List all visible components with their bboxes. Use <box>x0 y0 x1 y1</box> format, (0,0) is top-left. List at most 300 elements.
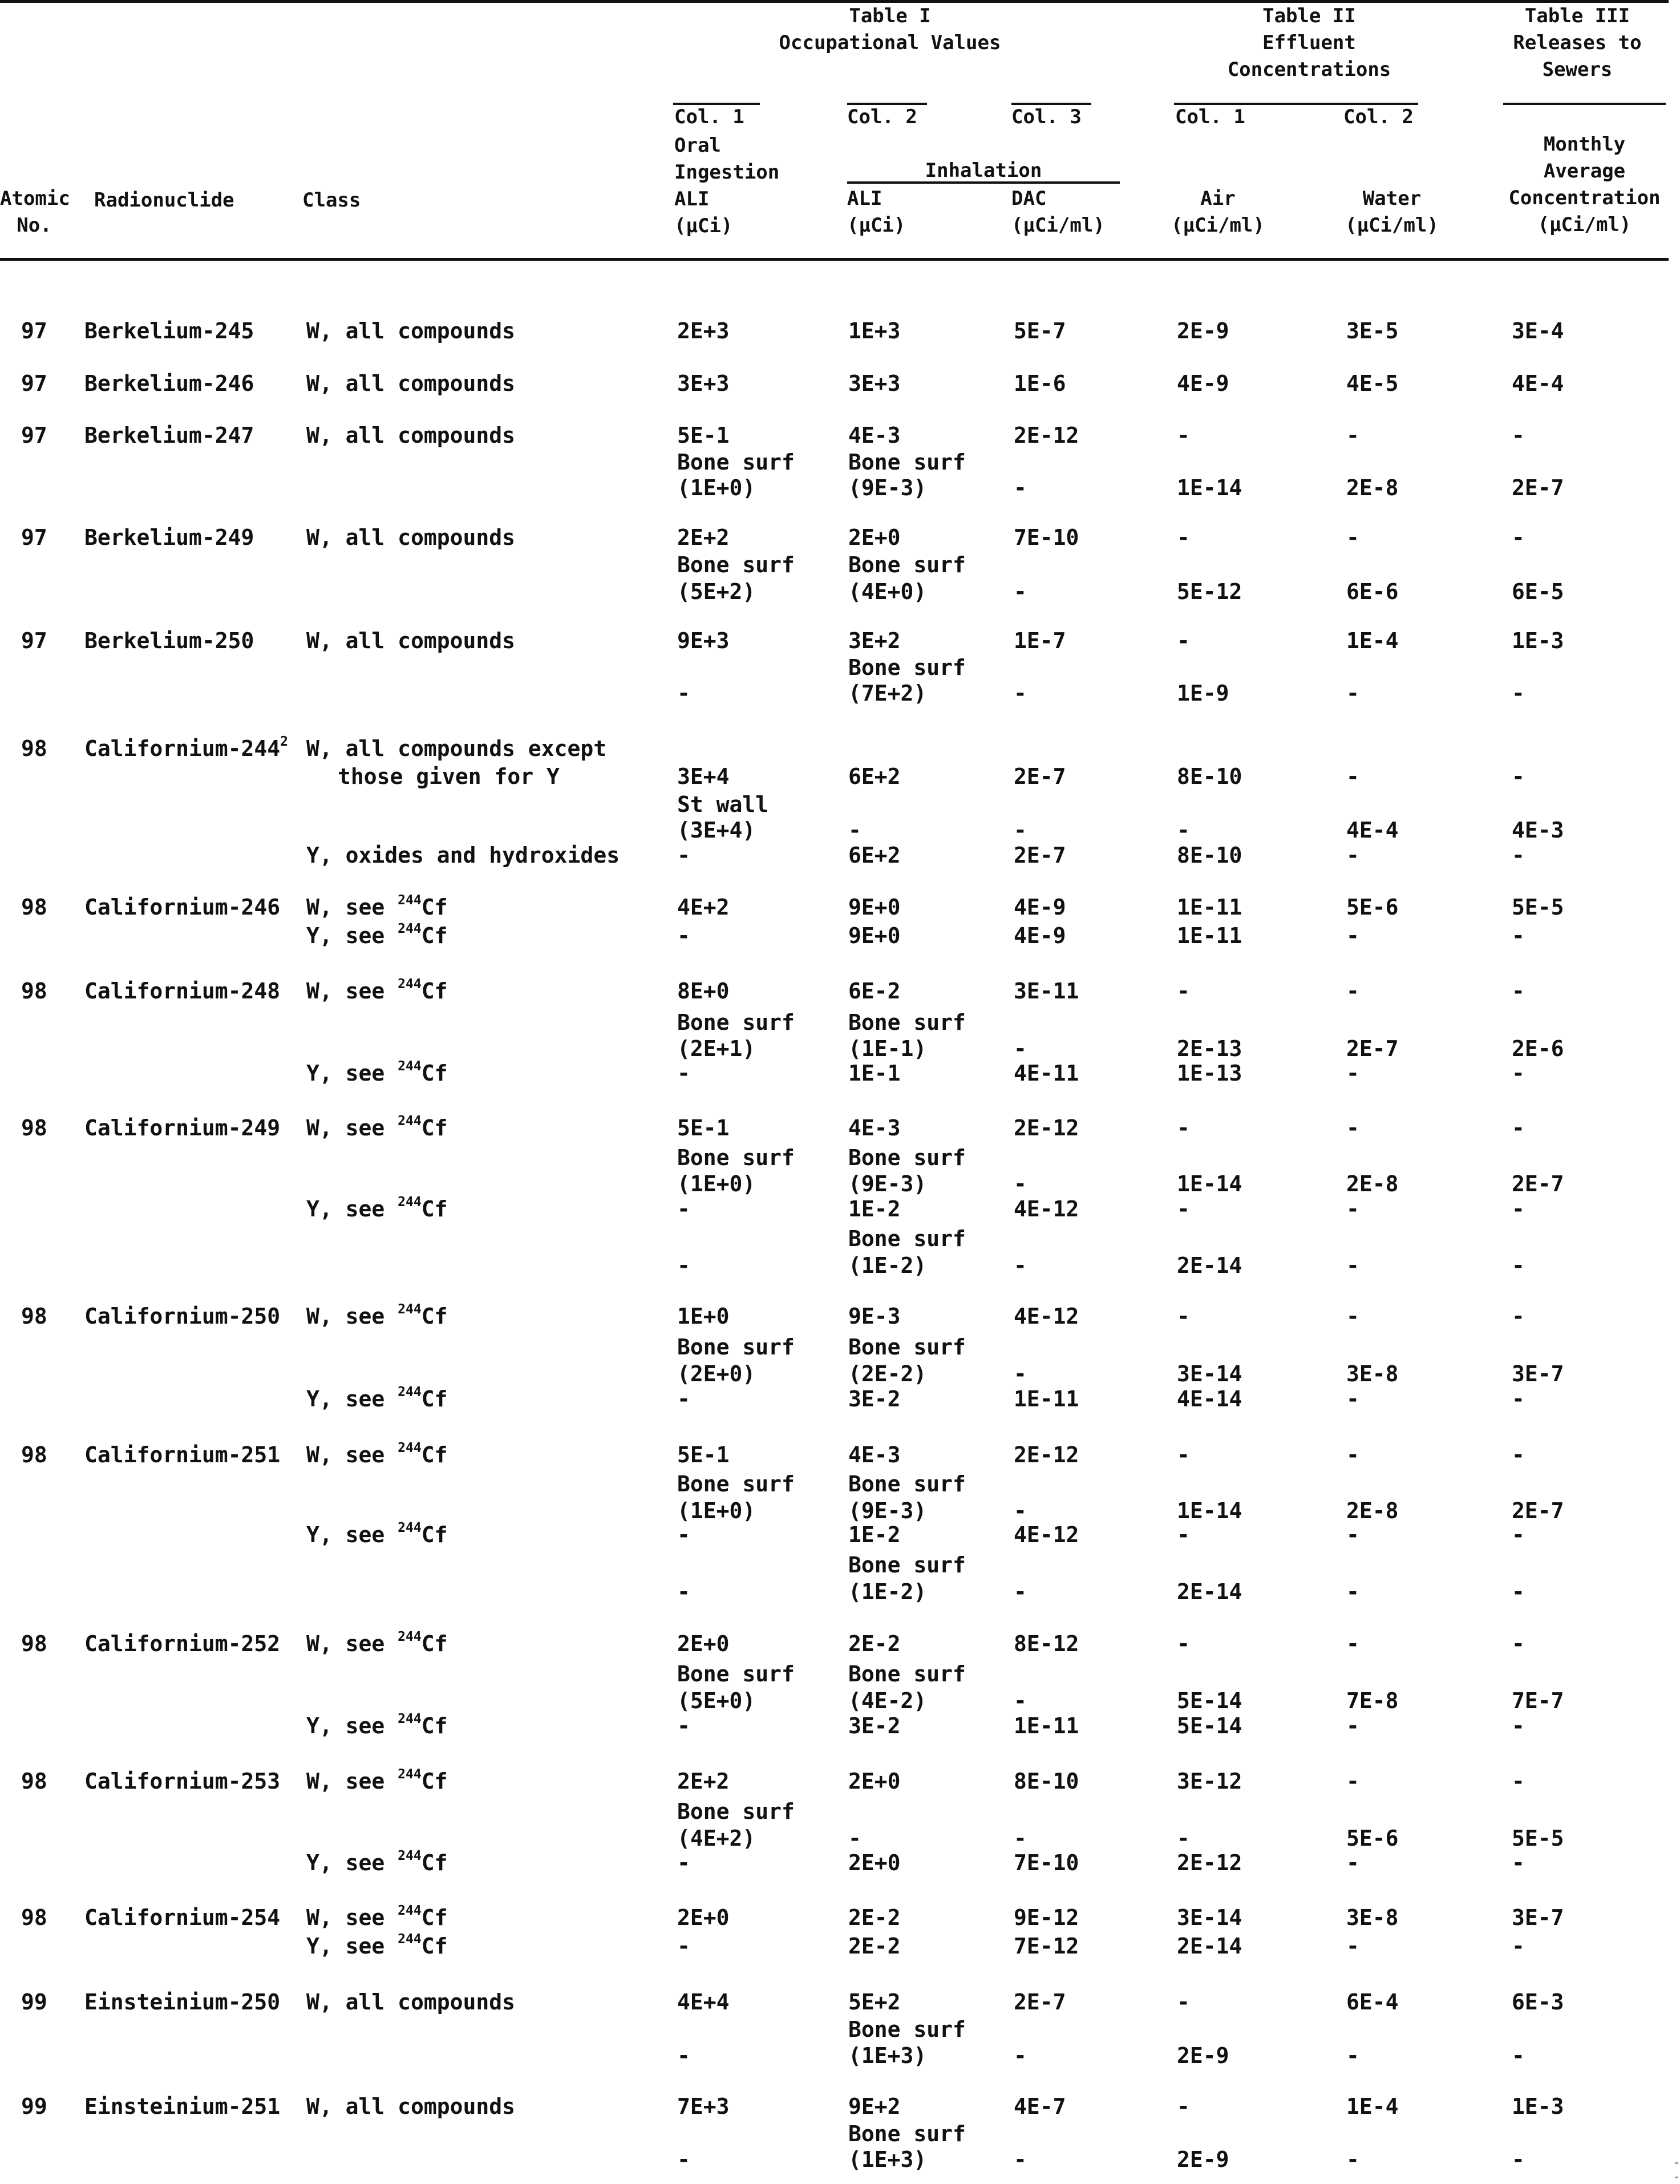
radionuclide-name: Californium-244 <box>84 736 281 761</box>
scan-mark <box>1675 2162 1678 2164</box>
class-cell: W, all compounds <box>306 318 516 343</box>
sewer-concentration-cell: - <box>1512 525 1525 550</box>
table-row <box>0 1252 1680 1279</box>
atomic-number-cell: 98 <box>21 1115 47 1140</box>
isotope-mass-superscript: 244 <box>398 1903 422 1918</box>
atomic-number-cell: 98 <box>21 1631 47 1656</box>
table3-rule <box>1503 103 1666 105</box>
sewer-concentration-cell: - <box>1512 1386 1525 1411</box>
inhalation-ali-cell: 2E+0 <box>848 525 901 550</box>
class-text: W, see <box>306 978 398 1004</box>
table-row <box>0 1334 1680 1361</box>
water-concentration-cell: - <box>1346 978 1359 1004</box>
dac-cell: - <box>1014 1171 1027 1196</box>
t2-col2-label: Col. 2 <box>1343 106 1414 128</box>
inhalation-ali-cell: 3E-2 <box>848 1713 901 1738</box>
air-concentration-cell: 5E-14 <box>1177 1688 1242 1713</box>
dac-cell: 2E-7 <box>1014 764 1066 789</box>
radionuclide-cell: Einsteinium-251 <box>84 2094 281 2119</box>
oral-ingestion-ali-cell: Bone surf <box>677 1010 795 1035</box>
inhalation-ali-cell: Bone surf <box>848 1471 966 1497</box>
atomic-number-cell: 97 <box>21 423 47 448</box>
sewer-concentration-cell: - <box>1512 2043 1525 2068</box>
inhalation-ali-cell: (7E+2) <box>848 681 927 706</box>
t1-col1-label: Col. 1 <box>674 106 744 128</box>
sewer-concentration-cell: 4E-4 <box>1512 371 1564 396</box>
oral-ingestion-ali-cell: - <box>677 2147 690 2172</box>
air-concentration-cell: 5E-12 <box>1177 579 1242 604</box>
air-concentration-cell: - <box>1177 525 1190 550</box>
class-cell <box>306 1522 447 1548</box>
inhalation-ali-cell: 2E+0 <box>848 1769 901 1794</box>
dac-cell: 2E-12 <box>1014 423 1079 448</box>
dac-cell: 7E-12 <box>1014 1934 1079 1959</box>
class-cell <box>306 1904 447 1931</box>
oral-ingestion-ali-cell: Bone surf <box>677 1799 795 1824</box>
isotope-mass-superscript: 244 <box>398 1932 422 1947</box>
oral-ingestion-ali-cell: (3E+4) <box>677 818 756 843</box>
inhalation-ali-cell: 6E+2 <box>848 843 901 868</box>
table-row <box>0 1713 1680 1740</box>
air-concentration-cell: 4E-14 <box>1177 1386 1242 1411</box>
inhalation-ali-cell: 5E+2 <box>848 1989 901 2015</box>
oral-ingestion-ali-cell: 8E+0 <box>677 978 730 1004</box>
sewer-concentration-cell: - <box>1512 1253 1525 1278</box>
air-concentration-cell: 4E-9 <box>1177 371 1229 396</box>
air-concentration-cell: - <box>1177 978 1190 1004</box>
air-concentration-cell: 2E-9 <box>1177 318 1229 343</box>
element-symbol: Cf <box>421 1850 448 1875</box>
inhalation-ali-header: ALI (µCi) <box>847 187 906 237</box>
atomic-number-cell: 98 <box>21 736 47 761</box>
class-text: Y, see <box>306 923 398 948</box>
radionuclide-cell: Californium-250 <box>84 1304 281 1329</box>
water-concentration-cell: - <box>1346 2147 1359 2172</box>
air-concentration-cell: 1E-13 <box>1177 1061 1242 1086</box>
isotope-mass-superscript: 244 <box>398 1441 422 1455</box>
atomic-number-cell: 97 <box>21 628 47 653</box>
oral-ingestion-ali-cell: - <box>677 1713 690 1738</box>
table-row <box>0 2016 1680 2043</box>
oral-ingestion-ali-cell: - <box>677 2043 690 2068</box>
atomic-number-cell: 97 <box>21 318 47 343</box>
isotope-mass-superscript: 244 <box>398 1059 422 1074</box>
table-row <box>0 318 1680 345</box>
dac-cell: 4E-12 <box>1014 1304 1079 1329</box>
oral-ingestion-ali-cell: St wall <box>677 792 769 817</box>
sewer-concentration-cell: 2E-7 <box>1512 1498 1564 1523</box>
radionuclide-cell: Berkelium-250 <box>84 628 254 653</box>
dac-cell: - <box>1014 681 1027 706</box>
class-text: W, see <box>306 895 398 920</box>
inhalation-ali-cell: 2E+0 <box>848 1850 901 1875</box>
element-symbol: Cf <box>421 1442 448 1467</box>
water-concentration-cell: 7E-8 <box>1346 1688 1399 1713</box>
table-row <box>0 1579 1680 1605</box>
inhalation-ali-cell: 3E+2 <box>848 628 901 653</box>
dac-cell: 2E-12 <box>1014 1115 1079 1140</box>
class-cell <box>306 1933 447 1960</box>
water-concentration-cell: - <box>1346 1769 1359 1794</box>
oral-ingestion-ali-cell: 7E+3 <box>677 2094 730 2119</box>
radionuclide-cell: Berkelium-245 <box>84 318 254 343</box>
table-row <box>0 2146 1680 2173</box>
inhalation-ali-cell: Bone surf <box>848 1226 966 1251</box>
sewer-concentration-cell: - <box>1512 681 1525 706</box>
air-concentration-cell: - <box>1177 1304 1190 1329</box>
table3-title: Table III Releases to Sewers <box>1513 5 1642 81</box>
element-symbol: Cf <box>421 1115 448 1140</box>
class-cell: those given for Y <box>338 764 560 789</box>
table-row <box>0 1904 1680 1931</box>
water-concentration-cell: - <box>1346 1304 1359 1329</box>
radionuclide-header: Radionuclide <box>94 189 234 212</box>
table-row <box>0 370 1680 397</box>
element-symbol: Cf <box>421 1196 448 1222</box>
isotope-mass-superscript: 244 <box>398 977 422 992</box>
sewer-concentration-cell: 2E-6 <box>1512 1036 1564 1061</box>
oral-ingestion-ali-cell: - <box>677 1196 690 1222</box>
dac-cell: - <box>1014 579 1027 604</box>
sewer-concentration-cell: 6E-5 <box>1512 579 1564 604</box>
t1-col2-label: Col. 2 <box>847 106 917 128</box>
class-text: W, see <box>306 1115 398 1140</box>
air-concentration-cell: - <box>1177 818 1190 843</box>
sewer-concentration-cell: - <box>1512 423 1525 448</box>
inhalation-ali-cell: (1E-2) <box>848 1253 927 1278</box>
air-concentration-cell: 3E-12 <box>1177 1769 1242 1794</box>
sewer-concentration-cell: 4E-3 <box>1512 818 1564 843</box>
class-text: Y, see <box>306 1522 398 1547</box>
sewer-concentration-cell: - <box>1512 1713 1525 1738</box>
isotope-mass-superscript: 244 <box>398 1520 422 1535</box>
table-row <box>0 524 1680 551</box>
inhalation-ali-cell: Bone surf <box>848 2017 966 2042</box>
inhalation-ali-cell: 6E+2 <box>848 764 901 789</box>
air-concentration-cell: 2E-9 <box>1177 2147 1229 2172</box>
water-concentration-cell: 5E-6 <box>1346 1826 1399 1851</box>
table-row <box>0 1933 1680 1960</box>
dac-cell: 2E-7 <box>1014 843 1066 868</box>
scan-mark <box>1675 2177 1678 2178</box>
inhalation-ali-cell: 9E+0 <box>848 923 901 948</box>
class-header: Class <box>302 189 361 212</box>
table-row <box>0 1144 1680 1171</box>
class-cell <box>306 978 447 1005</box>
table2-title: Table II Effluent Concentrations <box>1227 5 1391 81</box>
water-concentration-cell: - <box>1346 525 1359 550</box>
t1-col3-label: Col. 3 <box>1011 106 1082 128</box>
table-row <box>0 1688 1680 1714</box>
class-text: W, see <box>306 1442 398 1467</box>
sewer-concentration-cell: - <box>1512 1934 1525 1959</box>
air-concentration-cell: 8E-10 <box>1177 764 1242 789</box>
inhalation-ali-cell: - <box>848 1826 861 1851</box>
table-row <box>0 628 1680 654</box>
table-row <box>0 978 1680 1005</box>
water-concentration-cell: - <box>1346 1061 1359 1086</box>
inhalation-ali-cell: 4E-3 <box>848 1115 901 1140</box>
oral-ingestion-ali-cell: Bone surf <box>677 1334 795 1360</box>
sewer-concentration-cell: - <box>1512 1769 1525 1794</box>
sewer-concentration-cell: 1E-3 <box>1512 628 1564 653</box>
dac-cell: 4E-9 <box>1014 923 1066 948</box>
table-row <box>0 680 1680 707</box>
inhalation-ali-cell: (9E-3) <box>848 1171 927 1196</box>
element-symbol: Cf <box>421 978 448 1004</box>
oral-ingestion-ali-cell: 5E-1 <box>677 1115 730 1140</box>
table-row <box>0 1631 1680 1657</box>
class-text: W, see <box>306 1905 398 1930</box>
dac-cell: - <box>1014 1498 1027 1523</box>
table1-title: Table I Occupational Values <box>779 5 1001 54</box>
radionuclide-cell: Californium-254 <box>84 1905 281 1930</box>
table-row <box>0 763 1680 790</box>
air-concentration-cell: 2E-14 <box>1177 1579 1242 1604</box>
dac-cell: - <box>1014 1361 1027 1386</box>
table-row <box>0 817 1680 844</box>
class-cell <box>306 1850 447 1876</box>
inhalation-ali-cell: Bone surf <box>848 2121 966 2146</box>
oral-ingestion-ali-cell: 2E+3 <box>677 318 730 343</box>
air-concentration-cell: - <box>1177 1631 1190 1656</box>
dac-cell: - <box>1014 1253 1027 1278</box>
table-row <box>0 654 1680 681</box>
inhalation-ali-cell: Bone surf <box>848 552 966 577</box>
inhalation-ali-cell: (1E-1) <box>848 1036 927 1061</box>
air-concentration-cell: - <box>1177 1196 1190 1222</box>
air-concentration-cell: 2E-14 <box>1177 1253 1242 1278</box>
water-concentration-cell: 3E-8 <box>1346 1905 1399 1930</box>
oral-ingestion-ali-cell: 3E+3 <box>677 371 730 396</box>
class-cell <box>306 1060 447 1087</box>
dac-cell: - <box>1014 1036 1027 1061</box>
class-cell <box>306 1196 447 1223</box>
element-symbol: Cf <box>421 923 448 948</box>
air-concentration-cell: - <box>1177 628 1190 653</box>
sewer-concentration-cell: - <box>1512 1442 1525 1467</box>
class-text: Y, see <box>306 1713 398 1738</box>
class-cell: W, all compounds <box>306 1989 516 2015</box>
dac-cell: 4E-11 <box>1014 1061 1079 1086</box>
class-cell <box>306 1713 447 1740</box>
water-concentration-cell: 4E-4 <box>1346 818 1399 843</box>
isotope-mass-superscript: 244 <box>398 1302 422 1317</box>
class-text: W, see <box>306 1769 398 1794</box>
water-concentration-cell: 3E-5 <box>1346 318 1399 343</box>
oral-ingestion-ali-cell: 4E+4 <box>677 1989 730 2015</box>
sewer-concentration-cell: - <box>1512 1304 1525 1329</box>
water-header: Water (µCi/ml) <box>1345 187 1439 237</box>
water-concentration-cell: - <box>1346 423 1359 448</box>
inhalation-ali-cell: (1E+3) <box>848 2043 927 2068</box>
water-concentration-cell: 2E-7 <box>1346 1036 1399 1061</box>
inhalation-ali-cell: 4E-3 <box>848 423 901 448</box>
isotope-mass-superscript: 244 <box>398 1712 422 1726</box>
inhalation-ali-cell: 9E-3 <box>848 1304 901 1329</box>
atomic-number-cell: 98 <box>21 1905 47 1930</box>
atomic-number-cell: 98 <box>21 1304 47 1329</box>
water-concentration-cell: 1E-4 <box>1346 628 1399 653</box>
class-text: Y, see <box>306 1934 398 1959</box>
radionuclide-cell: Californium-248 <box>84 978 281 1004</box>
table-row <box>0 2093 1680 2120</box>
oral-ingestion-ali-cell: - <box>677 1934 690 1959</box>
water-concentration-cell: - <box>1346 1850 1359 1875</box>
table-row <box>0 1171 1680 1198</box>
air-concentration-cell: 1E-11 <box>1177 895 1242 920</box>
class-cell: W, all compounds <box>306 628 516 653</box>
oral-ingestion-ali-cell: 1E+0 <box>677 1304 730 1329</box>
water-concentration-cell: - <box>1346 1442 1359 1467</box>
inhalation-ali-cell: (4E-2) <box>848 1688 927 1713</box>
element-symbol: Cf <box>421 1386 448 1411</box>
t2-col1-label: Col. 1 <box>1175 106 1245 128</box>
element-symbol: Cf <box>421 1522 448 1547</box>
sewer-concentration-cell: - <box>1512 1061 1525 1086</box>
inhalation-ali-cell: (2E-2) <box>848 1361 927 1386</box>
table-row <box>0 2043 1680 2069</box>
inhalation-header: Inhalation <box>925 159 1042 182</box>
air-concentration-cell: - <box>1177 1989 1190 2015</box>
radionuclide-cell: Californium-253 <box>84 1769 281 1794</box>
oral-ingestion-ali-cell: - <box>677 1522 690 1547</box>
sewer-concentration-cell: 2E-7 <box>1512 1171 1564 1196</box>
isotope-mass-superscript: 244 <box>398 1114 422 1129</box>
water-concentration-cell: 5E-6 <box>1346 895 1399 920</box>
oral-ingestion-ali-cell: - <box>677 1061 690 1086</box>
oral-ingestion-ali-cell: 2E+2 <box>677 1769 730 1794</box>
air-concentration-cell: 2E-14 <box>1177 1934 1242 1959</box>
oral-ingestion-ali-cell: - <box>677 1386 690 1411</box>
sewer-concentration-cell: 3E-7 <box>1512 1361 1564 1386</box>
table-row <box>0 422 1680 449</box>
inhalation-ali-cell: (9E-3) <box>848 1498 927 1523</box>
table-row <box>0 1498 1680 1524</box>
table-row <box>0 1115 1680 1142</box>
atomic-number-cell: 97 <box>21 371 47 396</box>
air-concentration-cell: 2E-12 <box>1177 1850 1242 1875</box>
dac-cell: - <box>1014 818 1027 843</box>
water-concentration-cell: - <box>1346 843 1359 868</box>
water-concentration-cell: - <box>1346 2043 1359 2068</box>
dac-cell: - <box>1014 1688 1027 1713</box>
air-concentration-cell: 2E-9 <box>1177 2043 1229 2068</box>
oral-ingestion-ali-cell: 2E+0 <box>677 1631 730 1656</box>
atomic-no-header: Atomic No. <box>0 187 70 237</box>
inhalation-ali-cell: 9E+0 <box>848 895 901 920</box>
radionuclide-cell <box>84 735 288 762</box>
element-symbol: Cf <box>421 1769 448 1794</box>
sewer-concentration-cell: - <box>1512 1579 1525 1604</box>
air-concentration-cell: - <box>1177 1826 1190 1851</box>
table-row <box>0 735 1680 762</box>
inhalation-ali-cell: 2E-2 <box>848 1631 901 1656</box>
dac-cell: 4E-9 <box>1014 895 1066 920</box>
sewer-concentration-cell: 2E-7 <box>1512 475 1564 500</box>
table-row <box>0 579 1680 605</box>
dac-cell: 1E-7 <box>1014 628 1066 653</box>
table-row <box>0 1303 1680 1330</box>
oral-ingestion-ali-cell: - <box>677 1850 690 1875</box>
table-row <box>0 552 1680 579</box>
dac-cell: 5E-7 <box>1014 318 1066 343</box>
oral-ingestion-ali-cell: Bone surf <box>677 552 795 577</box>
sewer-concentration-cell: - <box>1512 843 1525 868</box>
sewer-concentration-cell: - <box>1512 1115 1525 1140</box>
isotope-mass-superscript: 244 <box>398 1767 422 1782</box>
table-row <box>0 1196 1680 1223</box>
water-concentration-cell: - <box>1346 1631 1359 1656</box>
sewer-concentration-cell: - <box>1512 2147 1525 2172</box>
table-row <box>0 1768 1680 1795</box>
dac-cell: - <box>1014 1826 1027 1851</box>
table-row <box>0 894 1680 921</box>
class-cell: W, all compounds <box>306 371 516 396</box>
air-concentration-cell: 1E-14 <box>1177 475 1242 500</box>
oral-ingestion-ali-cell: - <box>677 1579 690 1604</box>
air-concentration-cell: 8E-10 <box>1177 843 1242 868</box>
oral-ingestion-ali-cell: 5E-1 <box>677 1442 730 1467</box>
inhalation-dac-header: DAC (µCi/ml) <box>1011 187 1105 237</box>
table-row <box>0 1552 1680 1579</box>
element-symbol: Cf <box>421 1934 448 1959</box>
water-concentration-cell: 2E-8 <box>1346 1498 1399 1523</box>
dac-cell: - <box>1014 475 1027 500</box>
air-concentration-cell: - <box>1177 1442 1190 1467</box>
inhalation-ali-cell: Bone surf <box>848 1552 966 1578</box>
radionuclide-cell: Berkelium-247 <box>84 423 254 448</box>
atomic-number-cell: 97 <box>21 525 47 550</box>
oral-ingestion-ali-cell: 9E+3 <box>677 628 730 653</box>
water-concentration-cell: - <box>1346 1196 1359 1222</box>
oral-ingestion-ali-cell: (4E+2) <box>677 1826 756 1851</box>
table-row <box>0 1850 1680 1876</box>
dac-cell: 7E-10 <box>1014 525 1079 550</box>
air-concentration-cell: 1E-9 <box>1177 681 1229 706</box>
sewer-concentration-cell: - <box>1512 1850 1525 1875</box>
dac-cell: - <box>1014 1579 1027 1604</box>
air-concentration-cell: 3E-14 <box>1177 1361 1242 1386</box>
class-text: Y, see <box>306 1061 398 1086</box>
table-row <box>0 1060 1680 1087</box>
table-row <box>0 1226 1680 1252</box>
water-concentration-cell: 3E-8 <box>1346 1361 1399 1386</box>
oral-ingestion-ali-cell: 2E+0 <box>677 1905 730 1930</box>
dac-cell: 7E-10 <box>1014 1850 1079 1875</box>
radionuclide-cell: Einsteinium-250 <box>84 1989 281 2015</box>
isotope-mass-superscript: 244 <box>398 1385 422 1400</box>
radionuclide-cell: Californium-246 <box>84 895 281 920</box>
class-cell: W, all compounds <box>306 525 516 550</box>
water-concentration-cell: - <box>1346 1934 1359 1959</box>
sewer-concentration-cell: 3E-4 <box>1512 318 1564 343</box>
class-cell: W, all compounds except <box>306 736 607 761</box>
dac-cell: 9E-12 <box>1014 1905 1079 1930</box>
oral-ingestion-ali-cell: - <box>677 923 690 948</box>
oral-ingestion-ali-cell: (1E+0) <box>677 1171 756 1196</box>
table-row <box>0 1522 1680 1548</box>
oral-ingestion-ali-cell: (1E+0) <box>677 475 756 500</box>
radionuclide-cell: Berkelium-246 <box>84 371 254 396</box>
atomic-number-cell: 98 <box>21 978 47 1004</box>
water-concentration-cell: 2E-8 <box>1346 475 1399 500</box>
element-symbol: Cf <box>421 895 448 920</box>
inhalation-ali-cell: 2E-2 <box>848 1905 901 1930</box>
water-concentration-cell: - <box>1346 764 1359 789</box>
dac-cell: 4E-12 <box>1014 1196 1079 1222</box>
isotope-mass-superscript: 244 <box>398 1195 422 1210</box>
